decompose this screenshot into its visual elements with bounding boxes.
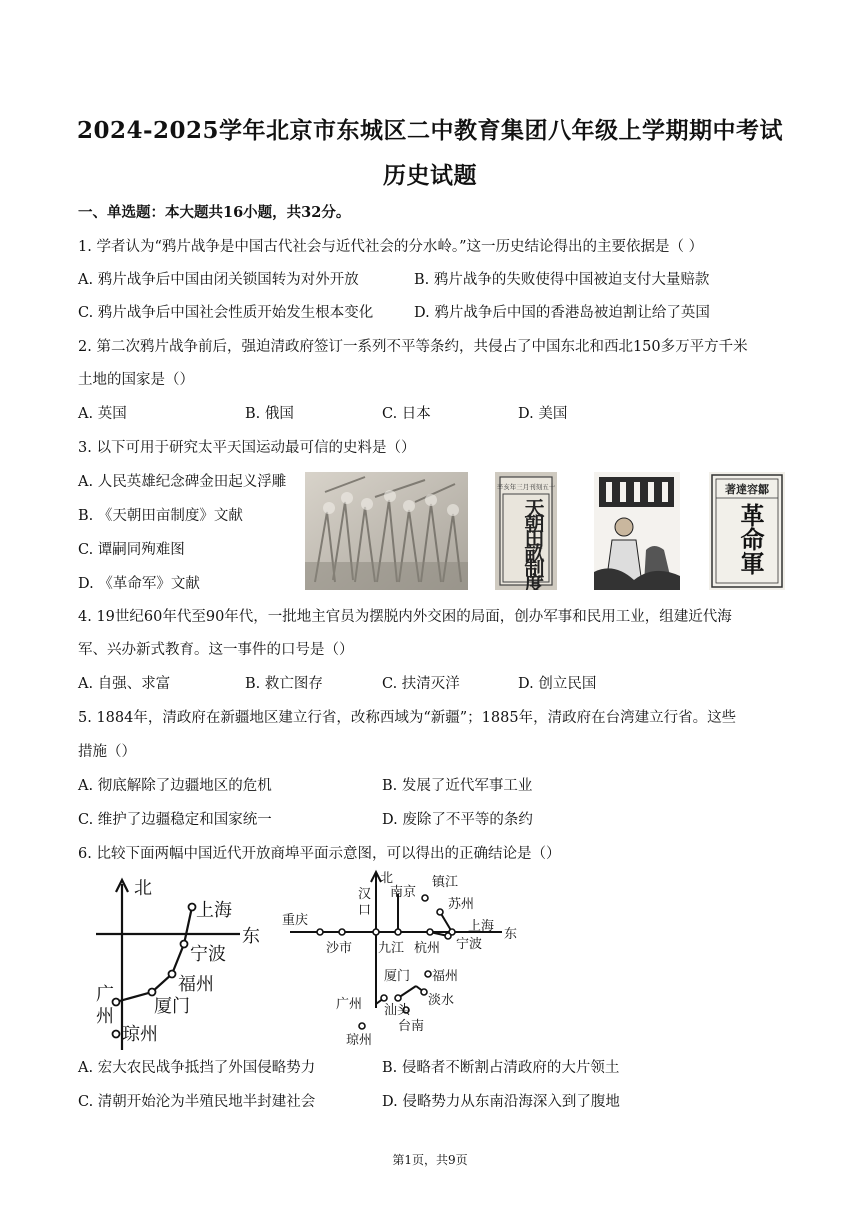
map1-city-guangzhou-line2: 州: [96, 1006, 114, 1027]
question-2-option-a: A. 英国: [78, 406, 127, 422]
question-5-option-a: A. 彻底解除了边疆地区的危机: [78, 778, 272, 794]
question-6-option-b: B. 侵略者不断割占清政府的大片领土: [382, 1060, 620, 1076]
question-5-option-b: B. 发展了近代军事工业: [382, 778, 533, 794]
question-6-option-d: D. 侵略势力从东南沿海深入到了腹地: [382, 1094, 620, 1110]
question-1-stem: 1. 学者认为“鸦片战争是中国古代社会与近代社会的分水岭。”这一历史结论得出的主要依据是（ ）: [78, 239, 704, 255]
map2-city-fuzhou: 福州: [432, 969, 459, 984]
map2-city-shashi: 沙市: [326, 941, 353, 956]
question-4-option-c: C. 扶清灭洋: [382, 676, 460, 692]
question-1-option-a: A. 鸦片战争后中国由闭关锁国转为对外开放: [78, 272, 359, 288]
map2-city-danshui: 淡水: [428, 993, 455, 1008]
heavenly-kingdom-land-system-book-image: [495, 472, 557, 590]
book-title-text: 天朝田畝制度: [521, 498, 545, 588]
question-3-stem: 3. 以下可用于研究太平天国运动最可信的史料是（）: [78, 440, 416, 456]
question-6-stem: 6. 比较下面两幅中国近代开放商埠平面示意图，可以得出的正确结论是（）: [78, 846, 561, 862]
map2-city-ningbo: 宁波: [456, 937, 483, 952]
question-2-option-b: B. 俄国: [245, 406, 294, 422]
question-2-option-c: C. 日本: [382, 406, 431, 422]
map2-city-chongqing: 重庆: [282, 913, 309, 928]
map2-city-nanjing: 南京: [390, 885, 417, 900]
map1-city-qiongzhou: 琼州: [122, 1024, 158, 1045]
page-footer: 第1页，共9页: [392, 1153, 468, 1167]
map2-city-suzhou: 苏州: [448, 897, 475, 912]
question-2-option-d: D. 美国: [518, 406, 568, 422]
question-4-stem-line1: 4. 19世纪60年代至90年代，一批地主官员为摆脱内外交困的局面，创办军事和民用工业，组建近代海: [78, 609, 732, 625]
map1-city-fuzhou: 福州: [178, 974, 214, 995]
question-5-option-c: C. 维护了边疆稳定和国家统一: [78, 812, 272, 828]
question-5-stem-line1: 5. 1884年，清政府在新疆地区建立行省，改称西域为“新疆”；1885年，清政府在台湾建立行省。这些: [78, 710, 737, 726]
question-3-option-c: C. 谭嗣同殉难图: [78, 542, 185, 558]
map2-city-zhenjiang: 镇江: [432, 875, 459, 890]
question-4-stem-line2: 军、兴办新式教育。这一事件的口号是（）: [78, 642, 354, 658]
page-subtitle: 历史试题: [383, 162, 477, 189]
question-2-stem-line1: 2. 第二次鸦片战争前后，强迫清政府签订一系列不平等条约，共侵占了中国东北和西北150多万平方千米: [78, 339, 748, 355]
page-title: 2024-2025学年北京市东城区二中教育集团八年级上学期期中考试: [76, 117, 784, 144]
map2-city-hankou-line2: 口: [358, 903, 372, 918]
map1-city-guangzhou-line1: 广: [96, 984, 114, 1005]
question-6-option-c: C. 清朝开始沦为半殖民地半封建社会: [78, 1094, 316, 1110]
question-3-option-d: D. 《革命军》文献: [78, 576, 200, 592]
question-3-option-b: B. 《天朝田亩制度》文献: [78, 508, 243, 524]
question-1-option-b: B. 鸦片战争的失败使得中国被迫支付大量赔款: [414, 272, 710, 288]
map2-north-label: 北: [380, 871, 394, 886]
map2-city-xiamen: 厦门: [384, 969, 411, 984]
map2-east-label: 东: [504, 927, 518, 942]
map1-city-shanghai: 上海: [196, 900, 232, 921]
treaty-ports-map-2: [280, 868, 520, 1052]
question-5-option-d: D. 废除了不平等的条约: [382, 812, 533, 828]
question-5-stem-line2: 措施（）: [78, 744, 136, 760]
map2-city-tainan: 台南: [398, 1019, 425, 1034]
book-header-text: 辛亥年三月刊刻五十: [496, 483, 556, 491]
relief-sculpture-image: [305, 472, 468, 590]
map2-city-jiujiang: 九江: [378, 941, 405, 956]
map2-city-guangzhou: 广州: [336, 997, 363, 1012]
question-1-option-d: D. 鸦片战争后中国的香港岛被迫割让给了英国: [414, 305, 710, 321]
map1-north-label: 北: [134, 878, 152, 899]
question-6-option-a: A. 宏大农民战争抵挡了外国侵略势力: [78, 1060, 316, 1076]
question-3-option-a: A. 人民英雄纪念碑金田起义浮雕: [78, 474, 287, 490]
question-4-option-a: A. 自强、求富: [78, 676, 171, 692]
map1-east-label: 东: [242, 926, 260, 947]
map2-city-shantou: 汕头: [384, 1003, 411, 1018]
map1-city-xiamen: 厦门: [154, 996, 190, 1017]
map2-city-hangzhou: 杭州: [414, 941, 441, 956]
map2-city-shanghai: 上海: [468, 919, 495, 934]
question-4-option-d: D. 创立民国: [518, 676, 597, 692]
question-4-option-b: B. 救亡图存: [245, 676, 323, 692]
section-heading: 一、单选题：本大题共16小题，共32分。: [78, 204, 351, 221]
book2-header-text: 著達容鄒: [725, 483, 769, 496]
map2-city-qiongzhou: 琼州: [346, 1033, 373, 1048]
map2-city-hankou-line1: 汉: [358, 887, 372, 902]
treaty-ports-map-1: [90, 872, 265, 1052]
tan-sitong-illustration-image: [594, 472, 680, 590]
book2-title-text: 革命軍: [736, 503, 765, 575]
question-2-stem-line2: 土地的国家是（）: [78, 372, 194, 388]
map1-city-ningbo: 宁波: [190, 944, 226, 965]
revolutionary-army-book-image: [709, 472, 785, 590]
question-1-option-c: C. 鸦片战争后中国社会性质开始发生根本变化: [78, 305, 374, 321]
